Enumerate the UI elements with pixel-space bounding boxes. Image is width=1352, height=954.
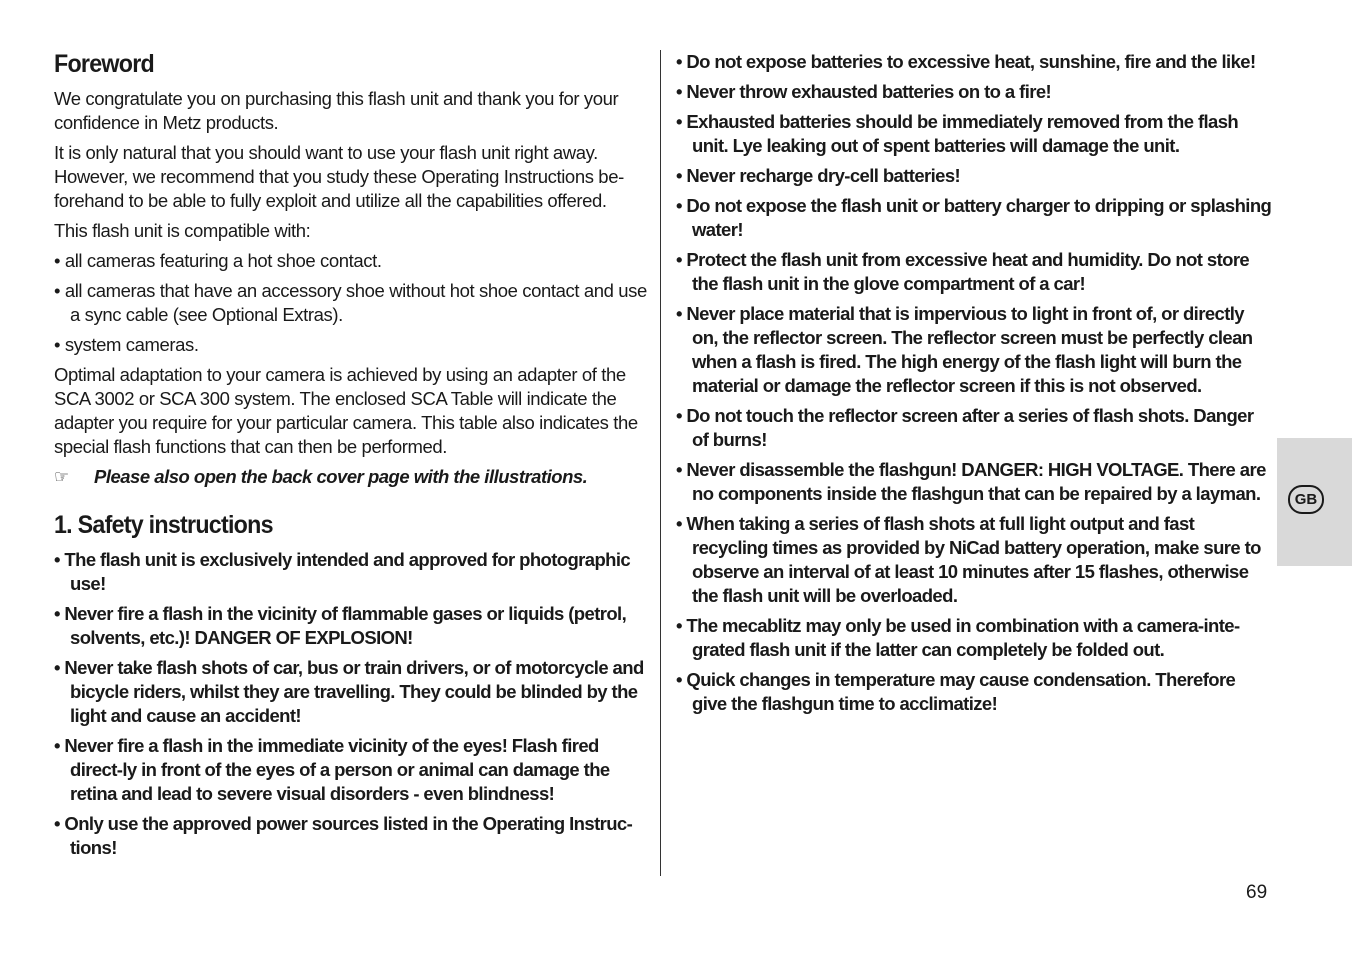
language-badge: GB bbox=[1288, 485, 1324, 514]
illustration-note bbox=[54, 465, 650, 489]
right-column bbox=[676, 50, 1274, 722]
foreword-heading: Foreword bbox=[54, 50, 154, 78]
safety-item: • Do not expose batteries to excessive heat, sunshine, fire and the like! bbox=[676, 51, 1256, 72]
column-divider bbox=[660, 50, 661, 876]
safety-item: • Exhausted batteries should be immediately removed from the flash unit. Lye leaking out of spent batteries will damage the unit. bbox=[676, 111, 1239, 156]
safety-item: • Never disassemble the flashgun! DANGER: HIGH VOLTAGE. There are no components inside the flashgun that can be repaired by a layman. bbox=[676, 459, 1266, 504]
foreword-paragraph-4: Optimal adaptation to your camera is achieved by using an adapter of the SCA 3002 or SCA 300 system. The enclosed SCA Table will indicate the adapter you require for your particular camera. This table also indicates the special flash functions that can then be performed. bbox=[54, 364, 638, 457]
page-number: 69 bbox=[1246, 882, 1268, 903]
pointing-hand-icon: ☞ bbox=[54, 466, 69, 487]
illustration-note-text: Please also open the back cover page with the illustrations. bbox=[94, 466, 588, 487]
safety-item: • Protect the flash unit from excessive heat and humidity. Do not store the flash unit in the glove compartment of a car! bbox=[676, 249, 1250, 294]
safety-item: • Only use the approved power sources listed in the Operating Instruc-tions! bbox=[54, 813, 633, 858]
safety-item: • Do not expose the flash unit or battery charger to dripping or splashing water! bbox=[676, 195, 1272, 240]
safety-item: • Never take flash shots of car, bus or train drivers, or of motorcycle and bicycle riders, whilst they are travelling. They could be blinded by the light and cause an accident! bbox=[54, 657, 644, 726]
safety-item: • Never fire a flash in the immediate vicinity of the eyes! Flash fired direct-ly in front of the eyes of a person or animal can damage the retina and lead to severe visual disorders - even blindness! bbox=[54, 735, 610, 804]
safety-item: • The flash unit is exclusively intended and approved for photographic use! bbox=[54, 549, 631, 594]
safety-item: • Never fire a flash in the vicinity of flammable gases or liquids (petrol, solvents, etc.)! DANGER OF EXPLOSION! bbox=[54, 603, 627, 648]
left-column bbox=[54, 50, 650, 866]
safety-item: • Never throw exhausted batteries on to a fire! bbox=[676, 81, 1052, 102]
foreword-paragraph-1: We congratulate you on purchasing this flash unit and thank you for your confidence in Metz products. bbox=[54, 88, 619, 133]
foreword-paragraph-2: It is only natural that you should want to use your flash unit right away. However, we recommend that you study these Operating Instructions be-forehand to be able to fully exploit and utilize all the capabilities offered. bbox=[54, 142, 624, 211]
safety-item: • Never recharge dry-cell batteries! bbox=[676, 165, 961, 186]
safety-item: • When taking a series of flash shots at full light output and fast recycling times as provided by NiCad battery operation, make sure to observe an interval of at least 10 minutes after 15 flashes, otherwise the flash unit will be overloaded. bbox=[676, 513, 1261, 606]
foreword-paragraph-3: This flash unit is compatible with: bbox=[54, 220, 311, 241]
compat-bullet-3: • system cameras. bbox=[54, 334, 199, 355]
safety-item: • Quick changes in temperature may cause condensation. Therefore give the flashgun time to acclimatize! bbox=[676, 669, 1236, 714]
safety-heading: 1. Safety instructions bbox=[54, 511, 273, 539]
safety-item: • The mecablitz may only be used in combination with a camera-inte-grated flash unit if the latter can completely be folded out. bbox=[676, 615, 1240, 660]
safety-item: • Do not touch the reflector screen after a series of flash shots. Danger of burns! bbox=[676, 405, 1254, 450]
language-tab bbox=[1277, 438, 1352, 566]
compat-bullet-1: • all cameras featuring a hot shoe contact. bbox=[54, 250, 382, 271]
safety-item: • Never place material that is impervious to light in front of, or directly on, the reflector screen. The reflector screen must be perfectly clean when a flash is fired. The high energy of the flash light will burn the material or damage the reflector screen if this is not observed. bbox=[676, 303, 1253, 396]
compat-bullet-2: • all cameras that have an accessory shoe without hot shoe contact and use a sync cable (see Optional Extras). bbox=[54, 280, 647, 325]
